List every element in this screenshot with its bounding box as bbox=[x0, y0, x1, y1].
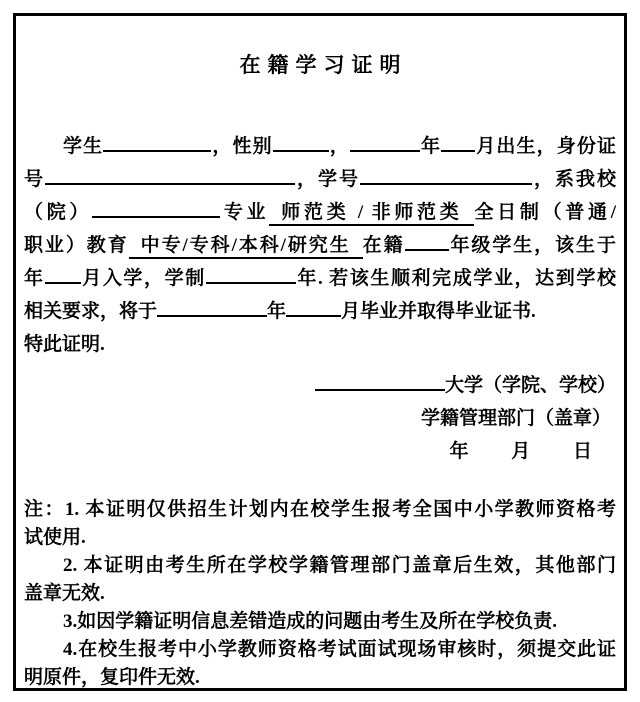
underlined-option: 师范类 / 非师范类 bbox=[269, 202, 474, 226]
note-line bbox=[24, 496, 616, 524]
text-run: 2. 本证明由考生所在学校学籍管理部门盖章后生效，其他部门 bbox=[63, 555, 616, 576]
signature-line bbox=[24, 402, 616, 435]
text-run: 年 bbox=[24, 268, 45, 289]
document-content bbox=[16, 16, 624, 688]
text-run: 试使用. bbox=[24, 527, 86, 548]
note-line bbox=[24, 552, 616, 580]
text-run: 专业 bbox=[220, 202, 270, 223]
blank-field bbox=[350, 131, 420, 152]
blank-field bbox=[286, 296, 341, 317]
text-run: 注：1. 本证明仅供招生计划内在校学生报考全国中小学教师资格考 bbox=[24, 499, 616, 520]
text-run: 相关要求，将于 bbox=[24, 301, 158, 322]
text-run: 学生 bbox=[63, 136, 104, 157]
signature-line bbox=[24, 435, 616, 468]
body-line bbox=[24, 229, 616, 262]
text-run: 月出生，身份证 bbox=[475, 136, 616, 157]
text-run: ，学号 bbox=[295, 169, 360, 190]
blank-field bbox=[273, 131, 329, 152]
body-line bbox=[24, 196, 616, 229]
signature-block bbox=[24, 369, 616, 468]
text-run: 特此证明. bbox=[24, 334, 105, 355]
body-line bbox=[24, 328, 616, 361]
blank-field bbox=[360, 164, 532, 185]
note-line bbox=[24, 608, 616, 636]
text-run: 年. 若该生顺利完成学业，达到学校 bbox=[295, 268, 616, 289]
text-run: ， bbox=[328, 136, 350, 157]
note-line bbox=[24, 580, 616, 608]
certificate-title: 在籍学习证明 bbox=[239, 53, 408, 77]
text-run: 盖章无效. bbox=[24, 583, 105, 604]
signature-line bbox=[24, 369, 616, 402]
text-run: 在籍 bbox=[362, 235, 405, 256]
text-run: （院） bbox=[24, 202, 93, 223]
note-line bbox=[24, 636, 616, 664]
text-run: 大学（学院、学校） bbox=[444, 375, 616, 396]
notes-section bbox=[24, 496, 616, 688]
body-line bbox=[24, 130, 616, 163]
text-run: 年 bbox=[419, 136, 442, 157]
blank-field bbox=[45, 263, 81, 284]
text-run: 年 bbox=[267, 301, 287, 322]
text-run: ，性别 bbox=[211, 136, 273, 157]
blank-field bbox=[45, 164, 295, 185]
blank-field bbox=[206, 263, 296, 284]
text-run: 年 月 日 bbox=[449, 441, 592, 462]
note-line bbox=[24, 524, 616, 552]
text-run: 月入学，学制 bbox=[80, 268, 206, 289]
body-line bbox=[24, 262, 616, 295]
blank-field bbox=[92, 197, 220, 218]
text-run: 4.在校生报考中小学教师资格考试面试现场审核时，须提交此证 bbox=[63, 639, 616, 660]
text-run: 号 bbox=[24, 169, 45, 190]
text-run: 3.如因学籍证明信息差错造成的问题由考生及所在学校负责. bbox=[63, 611, 558, 632]
blank-field bbox=[405, 230, 449, 251]
note-line bbox=[24, 664, 616, 688]
text-run: 全日制（普通/ bbox=[474, 202, 616, 223]
underlined-option: 中专/专科/本科/研究生 bbox=[129, 235, 363, 259]
blank-field bbox=[315, 370, 445, 391]
body-paragraph bbox=[24, 130, 616, 361]
body-line bbox=[24, 295, 616, 328]
document-border bbox=[13, 13, 627, 691]
blank-field bbox=[103, 131, 211, 152]
blank-field bbox=[441, 131, 475, 152]
text-run: ，系我校 bbox=[531, 169, 616, 190]
blank-field bbox=[157, 296, 267, 317]
text-run: 年级学生，该生于 bbox=[448, 235, 616, 256]
text-run: 职业）教育 bbox=[24, 235, 129, 256]
body-line bbox=[24, 163, 616, 196]
text-run: 明原件，复印件无效. bbox=[24, 667, 200, 688]
text-run: 月毕业并取得毕业证书. bbox=[341, 301, 536, 322]
text-run: 学籍管理部门（盖章） bbox=[420, 408, 611, 429]
